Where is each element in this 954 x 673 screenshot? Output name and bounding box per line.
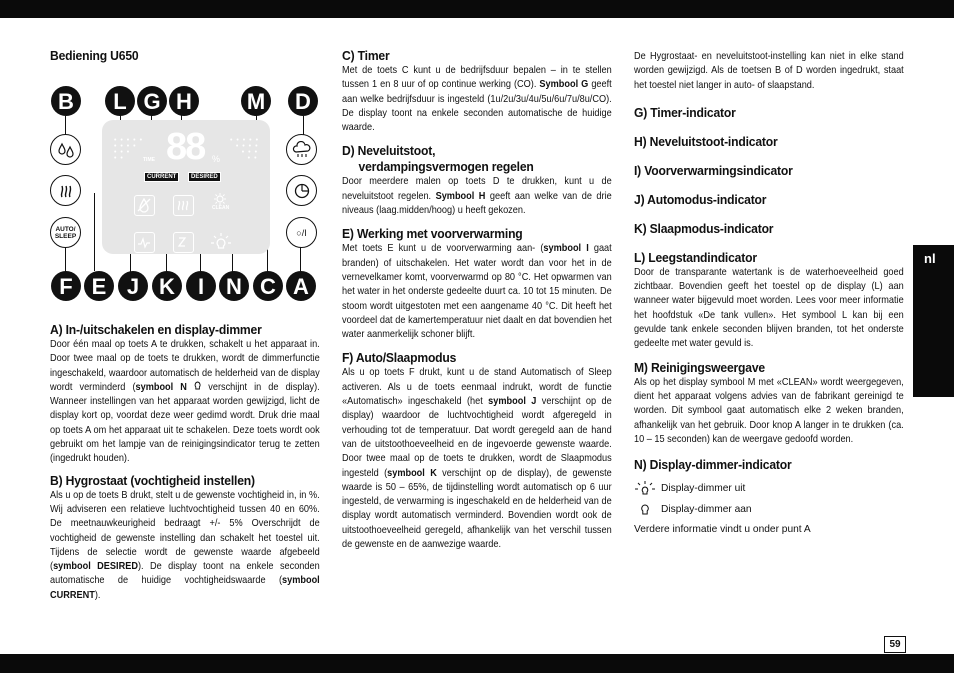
top-bar — [0, 0, 954, 18]
time-label: TIME — [143, 157, 155, 163]
section-f-text: Als u op toets F drukt, kunt u de stand Automatisch of Sleep activeren. Als u de toets eenmaal indrukt, wordt de functie «Automatisch» ingeschakeld (het symbool J verschijnt op de display) waardoor de luchtvochtigheid wordt afgeregeld in verhouding tot de temperatuur. Dat wordt geregeld aan de hand van de uitstoothoeveelheid en de ingevoerde gewenste waarde. Door twee maal op de toets te drukken, wordt de Slaapmodus ingesteld (symbool K verschijnt op de display), de gewenste waarde is 50 – 65%, de tijdinstelling wordt automatisch op 6 uur ingesteld, de verwarming is ingeschakeld en de helderheid van de display wordt automatisch verminderd. Bovendien wordt ook de uitstoothoeveelheid geregeld, afhankelijk van het verschil tussen de gewenste en de aanwezige waarde. — [342, 367, 612, 551]
label-letter-f: F — [51, 271, 81, 301]
current-label: CURRENT — [144, 172, 179, 182]
section-d-text: Door meerdere malen op toets D te drukken, kunt u de neveluitstoot regelen. Symbool H geeft aan welke van de drie niveaus (laag.midden/hoog) u heeft gekozen. — [342, 176, 612, 217]
label-letter-m: M — [241, 86, 271, 116]
label-letter-e: E — [84, 271, 114, 301]
label-letter-a: A — [286, 271, 316, 301]
label-letter-n: N — [219, 271, 249, 301]
sleep-mode-icon — [173, 232, 194, 253]
section-m-heading: M) Reinigingsweergave — [634, 359, 765, 375]
dimmer-icon — [210, 232, 232, 259]
dimmer-off-label: Display-dimmer uit — [661, 483, 746, 494]
language-tab — [913, 245, 954, 397]
dimmer-on-icon — [634, 503, 656, 517]
percent-label: % — [212, 154, 221, 164]
heating-icon — [173, 195, 194, 216]
mist-button[interactable] — [286, 134, 317, 165]
preheat-button[interactable] — [50, 175, 81, 206]
clean-label: CLEAN — [212, 205, 230, 211]
page-title: Bediening U650 — [50, 48, 139, 63]
label-letter-i: I — [186, 271, 216, 301]
dimmer-off-icon — [634, 481, 656, 497]
section-d-heading-2: verdampingsvermogen regelen — [358, 159, 534, 175]
auto-sleep-button[interactable] — [50, 217, 81, 248]
section-d-heading: D) Neveluitstoot, — [342, 143, 436, 159]
dimmer-on-label: Display-dimmer aan — [661, 504, 752, 516]
level-dots-left: • • • • • • • • • • • • • • — [114, 137, 144, 162]
section-e-heading: E) Werking met voorverwarming — [342, 226, 523, 242]
column-2 — [342, 48, 612, 552]
section-n-heading: N) Display-dimmer-indicator — [634, 457, 792, 473]
auto-sleep-label-1: AUTO/ — [55, 225, 76, 233]
dimmer-on-item — [634, 503, 904, 517]
control-panel-diagram — [48, 86, 322, 302]
label-letter-k: K — [152, 271, 182, 301]
column-1-text — [50, 322, 320, 603]
section-e-text: Met toets E kunt u de voorverwarming aan- (symbool I gaat branden) of uitschakelen. Het water wordt dan voor het in de vernevelkamer komt, voorverwarmd op 80 °C. Het opwarmen van het water in het onderste gedeelte duurt ca. 10 tot 15 minuten. De stoom wordt uitgestoten met een aangename 40 °C. Dit heeft het voordeel dat de kamertemperatuur niet daalt en dat bovendien het water aanmerkelijk schoner blijft. — [342, 243, 612, 341]
desired-label: DESIRED — [188, 172, 221, 182]
section-b-text: Als u op de toets B drukt, stelt u de gewenste vochtigheid in, in %. Wij adviseren een relatieve luchtvochtigheid tussen 40 en 60%. De meetnauwkeurigheid bedraagt +/- 5% Overschrijdt de vochtigheid de gewenste instelling dan schakelt het toestel uit. Tijdens de selectie wordt de gewenste waarde afgebeeld (symbool DESIRED). De display toont na enkele seconden automatische de huidige vochtigheidswaarde (symbool CURRENT). — [50, 489, 320, 601]
section-i-heading: I) Voorverwarmingsindicator — [634, 162, 793, 178]
auto-sleep-label-2: SLEEP — [54, 232, 77, 240]
section-a-heading: A) In-/uitschakelen en display-dimmer — [50, 322, 262, 337]
label-letter-b: B — [51, 86, 81, 116]
label-letter-d: D — [288, 86, 318, 116]
section-k-heading: K) Slaapmodus-indicator — [634, 220, 774, 236]
timer-button[interactable] — [286, 175, 317, 206]
bottom-bar — [0, 654, 954, 673]
dimmer-off-item — [634, 481, 904, 497]
display-digits: 88 — [166, 126, 205, 168]
footer-note: Verdere informatie vindt u onder punt A — [634, 524, 811, 536]
section-j-heading: J) Automodus-indicator — [634, 191, 767, 207]
auto-mode-icon — [134, 232, 155, 253]
section-m-text: Als op het display symbool M met «CLEAN» wordt weergegeven, dient het apparaat volgens advies van de fabrikant gereinigd te worden. Dit symbool gaat automatisch elke 2 weken branden, afhankelijk van het gebruik. Door knop A langer in te drukken (ca. 10 – 15 seconden) kan de weergave gedoofd worden. — [634, 376, 904, 445]
no-water-icon — [134, 195, 155, 216]
column-1 — [50, 48, 320, 64]
label-letter-j: J — [118, 271, 148, 301]
bulb-icon — [194, 381, 201, 391]
section-l-text: Door de transparante watertank is de waterhoeveelheid goed zichtbaar. Bovendien geeft het toestel op de display (L) aan wanneer water bijgevuld moet worden. Lees voor meer informatie het hoofdstuk «De tank vullen». Het symbool L kan bij een gevulde tank enkele seconden blijven branden, tot het onderste gedeelte met water gevuld is. — [634, 266, 904, 350]
section-g-heading: G) Timer-indicator — [634, 104, 736, 120]
section-l-heading: L) Leegstandindicator — [634, 249, 757, 265]
intro-text: De Hygrostaat- en neveluitstoot-instelling kan niet in elke stand worden gewijzigd. Als de toetsen B of D worden ingedrukt, staat het toestel niet langer in auto- of slaapstand. — [634, 51, 904, 91]
label-letter-l: L — [105, 86, 135, 116]
page-number: 59 — [884, 636, 906, 653]
power-symbol: ○/I — [296, 227, 307, 238]
power-button[interactable] — [286, 217, 317, 248]
label-letter-g: G — [137, 86, 167, 116]
section-c-text: Met de toets C kunt u de bedrijfsduur bepalen – in te stellen tussen 1 en 8 uur of op continue werking (CO). Symbool G geeft aan welke bedrijfsduur is ingesteld (1u/2u/3u/4u/5u/6u/7u/8u/CO). De display toont na enkele seconden automatische de huidige waarde. — [342, 65, 612, 134]
section-a-text: Door één maal op toets A te drukken, schakelt u het apparaat in. Door twee maal op de toets te drukken, wordt de dimmerfunctie ingeschakeld, waardoor automatisch de helderheid van de display wordt verminderd (symbool N verschijnt in de display). Wanneer instellingen van het apparaat worden gewijzigd, licht de display kort op, voordat deze weer gedimd wordt. Druk drie maal op toets A om het apparaat uit te schakelen. Deze toets wordt ook gebruikt om het lampje van de reinigingsindicator terug te zetten (ingedrukt houden). — [50, 339, 320, 465]
label-letter-c: C — [253, 271, 283, 301]
language-label: nl — [924, 251, 936, 266]
label-letter-h: H — [169, 86, 199, 116]
column-3 — [634, 50, 904, 538]
section-c-heading: C) Timer — [342, 48, 390, 63]
humidity-button[interactable] — [50, 134, 81, 165]
level-dots-right: • • • • • • • • • • • • • • — [230, 137, 260, 162]
section-f-heading: F) Auto/Slaapmodus — [342, 350, 457, 366]
section-b-heading: B) Hygrostaat (vochtigheid instellen) — [50, 472, 255, 488]
section-h-heading: H) Neveluitstoot-indicator — [634, 133, 778, 149]
